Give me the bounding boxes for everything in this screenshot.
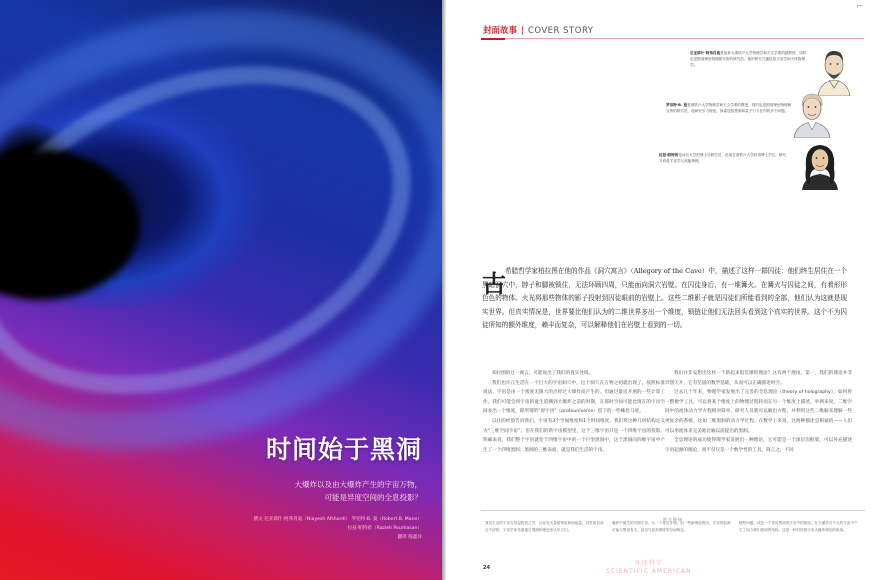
- author-bio-1: [690, 50, 808, 69]
- paragraph: 全息理论的成功使得理学家发展出一种理论，它可能是一个深层次框架，可以补充描述宇宙起源的理论，而不仅仅是一个数学性的工具。简言之，不同: [665, 438, 852, 453]
- author-name-2: 罗伯特·B. 曼: [666, 103, 688, 107]
- credits-line-1: 撰文 尼亚耶什·阿弗肖迪（Niayesh Afshordi） 罗伯特·B. 曼（Robert B. Mann）: [253, 517, 422, 522]
- related-link-text-2: 爆炸中诞生的早期宇宙，从一个奇点开始。但一些新理论提出，宇宙的起源可能与黑洞有关，甚至与更高维度的空间相连。: [612, 521, 731, 532]
- watermark-cn: 环球科学: [634, 560, 663, 567]
- article-text-page: [446, 0, 871, 580]
- article-title: 时间始于黑洞: [265, 435, 422, 464]
- publisher-watermark: [606, 560, 692, 576]
- section-header-cn: 封面故事: [483, 26, 518, 36]
- author-name-3: 拉兹·帕特希: [659, 153, 679, 157]
- watermark-en: SCIENTIFIC AMERICAN: [606, 568, 692, 575]
- header-rule: [481, 38, 864, 39]
- author-name-1: 尼亚耶什·阿弗肖迪: [690, 51, 721, 55]
- subtitle-line-1: 大爆炸以及由大爆炸产生的宇宙万物，: [294, 480, 422, 489]
- credits-line-3: 翻译 殷鑫洋: [397, 535, 422, 540]
- related-links-label: 相关链接: [657, 517, 689, 522]
- paragraph: 以往的经验告诉我们，宇宙有3个空间维度和1个时间维度，我们将这种几何结构定义为“三维空间宇宙”。但在我们的新宇宙模型里，这个三维宇宙只是一个四维宇宙的投影。明确来说，我们整个宇宙就处于四维宇宙中的一个巨型黑洞中，这个黑洞向四维宇宙中产生了一个四维黑洞；黑洞的三维表面，就是我们生活的宇宙。: [483, 418, 665, 453]
- related-links-box: [481, 510, 865, 558]
- page-number: 24: [483, 565, 490, 571]
- body-column-2: [665, 369, 852, 455]
- header-rule-accent: [481, 38, 505, 40]
- author-bio-text-3: 是冰岛大学的博士后研究员，此前在滑铁卢大学获得博士学位，研究方向是宇宙学与高能物理。: [659, 153, 787, 164]
- paragraph: 我们也许正生活在一个巨大的宇宙洞穴中，这个洞穴在万物之初就出现了。按照标准说法，宇宙是由一个密度无限大的点经过大爆炸而产生的。但通过最近开展的一些计算工作，我们可能会将宇宙的诞生追溯到大爆炸之前的时期，在那时空间可能比现在的宇宙空间多出一个维度，即所谓的“原宇宙”（protouniverse）留下的一些蛛丝马迹。: [483, 380, 665, 415]
- section-header-en: COVER STORY: [527, 26, 594, 36]
- author-credits: [186, 515, 422, 542]
- intro-paragraph: 希腊哲学家柏拉图在他的作品《洞穴寓言》（Allegory of the Cave）中，描述了这样一群囚徒：他们终生居住在一个黑暗洞穴中，脖子和脚被锁住，无法环顾四周，只能面向洞穴岩壁。在囚徒身后，有一堆篝火。在篝火与囚徒之间，有着形形色色的物体。火光将那些物体的影子投射到囚徒眼前的岩壁上。这些二维影子就是囚徒们所能看到的全部，他们认为这就是现实世界。但真实情况是，世界要比他们认为的二维世界多出一个维度，锁链让他们无法回头看到这个真实的世界。这个不为囚徒所知的额外维度，赖丰而复杂，可以解释他们在岩壁上看到的一切。: [482, 267, 847, 329]
- paragraph: 我们并非妄想出这样一个新起来很荒谬的理论？这有两个理由。第一，我们的理论并非异想天开，它有坚固的数学基础，从而可以正确描述时空。: [665, 371, 852, 386]
- related-link-text-1: 我们生活的宇宙在常温物质之外，还存在大量暗物质和暗能量，其性质目前还不清楚。宇宙学家希望通过观测和理论来认识它们。: [485, 521, 604, 532]
- corner-mark: ⌐: [856, 2, 864, 12]
- paragraph: 过去几十年来，物理学家发展出了完善的全息理论（theory of holography），如何将一整数学工具，可以将某个维度上的物理过程转而在另一个维度上描述。举例来说，二维空间中的流体动力学方程相对简单，研究人员就可以解出方程，并利用这些二维解来理解一些更复杂的系统，比如三维黑洞的动力学过程。在数学上来说，这两种描述是相通的——人们可以用流体来完美地比喻以前提出的黑洞。: [665, 390, 852, 434]
- paragraph: 柏拉图的这一寓言，可能说出了我们的真实处境。: [492, 371, 594, 376]
- author-bio-3: [659, 152, 787, 164]
- drop-cap: 古: [482, 269, 506, 298]
- author-bio-text-2: 是滑铁卢大学物理学和天文学系的教授，同时也是圆周理论物理研究所的研究员，他研究引力理论，探索包括黑洞和量子引力在内的多个问题。: [666, 103, 792, 114]
- author-bio-text-1: 是加拿大滑铁卢大学物理学和天文学系的副教授，同时也是圆周理论物理研究所的研究员，他的研究兴趣包括宇宙学和天体物理学。: [690, 51, 807, 68]
- credits-line-2: 拉兹·帕特希（Razieh Pourhasan）: [347, 526, 422, 531]
- author-bio-2: [666, 102, 792, 114]
- subtitle-line-2: 可能是异度空间的全息投影？: [324, 493, 422, 502]
- author-portrait-2: [790, 88, 834, 138]
- section-header: [483, 24, 594, 36]
- author-portrait-3: [796, 138, 844, 190]
- article-subtitle: [202, 478, 422, 504]
- related-link-text-3: 哪些问题，或是一个奇异黑洞的宇宙中的物质，在大爆炸后不久的宇宙中产生了如今我们看到的结构。这是一种对传统宇宙大爆炸理论的挑战。: [739, 521, 858, 532]
- body-column-1: [483, 369, 665, 455]
- section-header-separator: |: [521, 26, 524, 36]
